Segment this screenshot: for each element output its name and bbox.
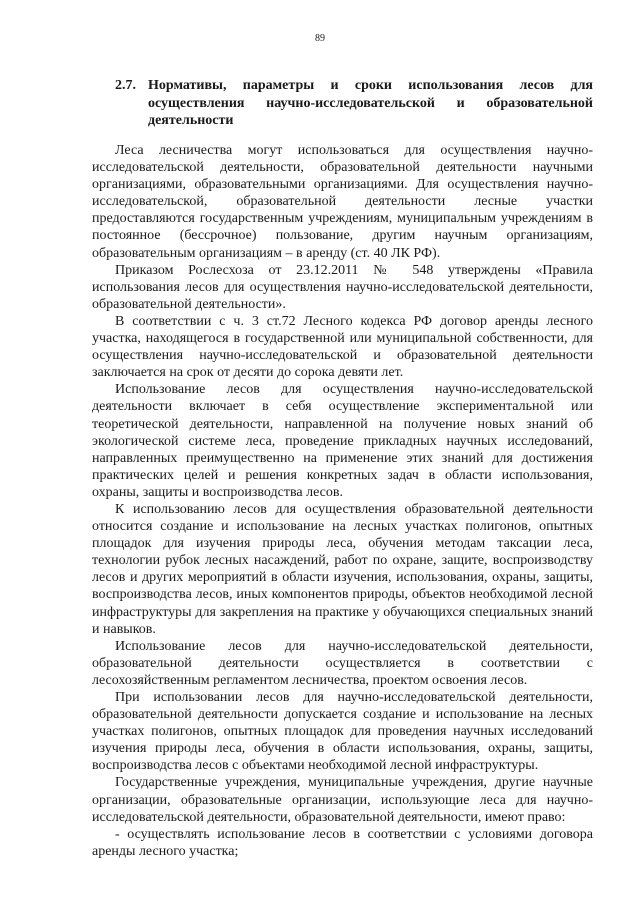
paragraph: Леса лесничества могут использоваться для осуществления научно-исследовательской деятельности, образовательной деятельности научными организациями, образовательными организациями. Для осуществления научно-исследовательской, образовательной деятельности лесные участки предоставляются государственным учреждениям, муниципальным учреждениям в постоянное (бессрочное) пользование, другим научным организациям, образовательным организациям – в аренду (ст. 40 ЛК РФ). — [92, 143, 593, 261]
paragraph: Использование лесов для научно-исследовательской деятельности, образовательной деятельности осуществляется в соответствии с лесохозяйственным регламентом лесничества, проектом освоения лесов. — [92, 638, 593, 688]
paragraph: Использование лесов для осуществления научно-исследовательской деятельности включает в себя осуществление экспериментальной или теоретической деятельности, направленной на получение новых знаний об экологической системе леса, проведение прикладных научных исследований, направленных преимущественно на применение этих знаний для достижения практических целей и решения конкретных задач в области использования, охраны, защиты и воспроизводства лесов. — [92, 382, 593, 500]
section-title: Нормативы, параметры и сроки использования лесов для осуществления научно-исследовательской и образовательной деятельности — [148, 78, 593, 128]
paragraph: При использовании лесов для научно-исследовательской деятельности, образовательной деятельности допускается создание и использование на лесных участках полигонов, опытных площадок для проведения научных исследований изучения природы леса, обучения в области использования, охраны, защиты, воспроизводства лесов с объектами необходимой лесной инфраструктуры. — [92, 690, 593, 774]
section-number: 2.7. — [115, 78, 136, 93]
paragraph: В соответствии с ч. 3 ст.72 Лесного кодекса РФ договор аренды лесного участка, находящегося в государственной или муниципальной собственности, для осуществления научно-исследовательской и образовательной деятельности заключается на срок от десяти до сорока девяти лет. — [92, 313, 593, 381]
page-number: 89 — [315, 33, 325, 44]
paragraph: Приказом Рослесхоза от 23.12.2011 № 548 утверждены «Правила использования лесов для осуществления научно-исследовательской деятельности, образовательной деятельности». — [92, 262, 593, 312]
paragraph: Государственные учреждения, муниципальные учреждения, другие научные организации, образовательные организации, использующие леса для научно-исследовательской деятельности, образовательной деятельности, имеют право: — [92, 775, 593, 825]
list-item: - осуществлять использование лесов в соответствии с условиями договора аренды лесного участка; — [92, 826, 593, 859]
body-text — [92, 142, 593, 860]
section-heading — [115, 77, 593, 130]
paragraph: К использованию лесов для осуществления образовательной деятельности относится создание и использование на лесных участках полигонов, опытных площадок для изучения природы леса, обучения методам таксации леса, технологии рубок лесных насаждений, работ по охране, защите, воспроизводству лесов и других мероприятий в области изучения, использования, охраны, защиты, воспроизводства лесов, иных компонентов природы, объектов необходимой лесной инфраструктуры для закрепления на практике у обучающихся специальных знаний и навыков. — [92, 501, 593, 637]
